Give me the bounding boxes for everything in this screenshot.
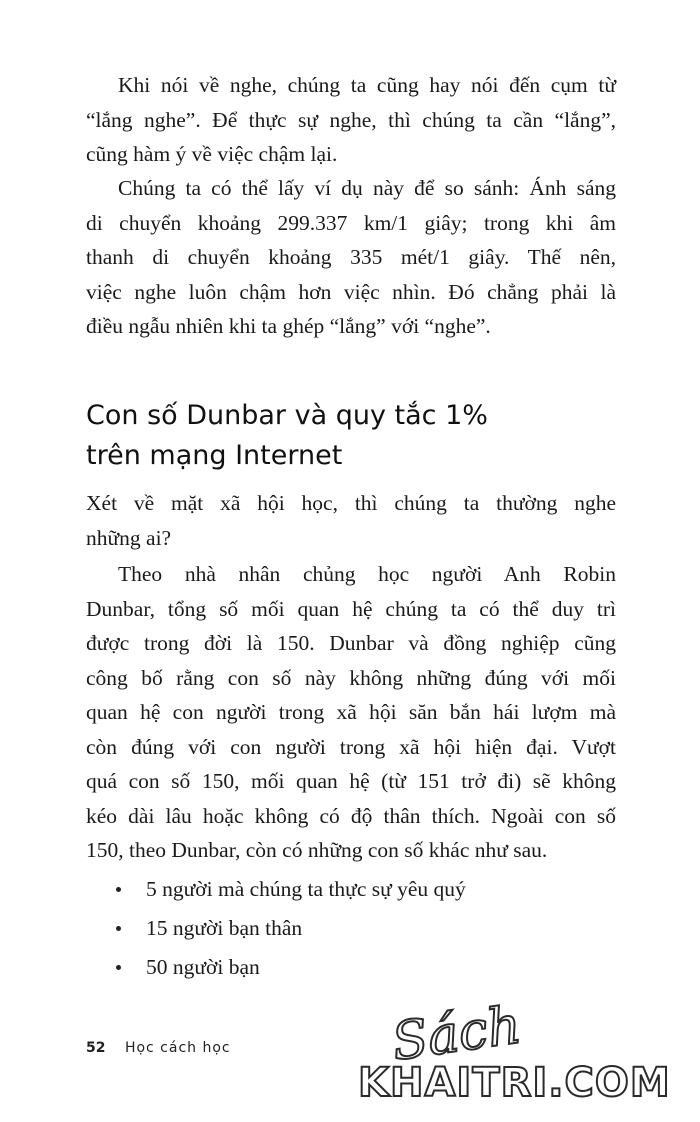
text-line: thanh di chuyển khoảng 335 mét/1 giây. Thế nên, xyxy=(86,245,616,269)
paragraph-dunbar xyxy=(86,557,616,868)
bullet-icon xyxy=(116,965,121,970)
list-item-text: 50 người bạn xyxy=(146,955,260,979)
text-line: được trong đời là 150. Dunbar và đồng nghiệp cũng xyxy=(86,631,616,655)
text-line: “lắng nghe”. Để thực sự nghe, thì chúng ta cần “lắng”, xyxy=(86,107,616,132)
list-item xyxy=(112,909,466,948)
paragraph-listening xyxy=(86,68,616,172)
text-line: Chúng ta có thể lấy ví dụ này để so sánh: Ánh sáng xyxy=(118,176,616,200)
text-line: kéo dài lâu hoặc không có độ thân thích. Ngoài con số xyxy=(86,803,616,828)
text-line: quá con số 150, mối quan hệ (từ 151 trở đi) sẽ không xyxy=(86,769,616,793)
text-line: Xét về mặt xã hội học, thì chúng ta thường nghe xyxy=(86,491,616,515)
page-number: 52 xyxy=(86,1040,106,1056)
paragraph-light-sound xyxy=(86,171,616,344)
text-line: cũng hàm ý về việc chậm lại. xyxy=(86,142,338,166)
watermark-script: Sách xyxy=(388,995,525,1073)
text-line: Dunbar, tổng số mối quan hệ chúng ta có thể duy trì xyxy=(86,596,616,621)
text-line: Khi nói về nghe, chúng ta cũng hay nói đến cụm từ xyxy=(118,73,616,97)
text-line: còn đúng với con người trong xã hội hiện đại. Vượt xyxy=(86,734,616,759)
watermark-logo xyxy=(358,995,690,1114)
paragraph-sociology xyxy=(86,486,616,555)
list-item xyxy=(112,948,466,987)
watermark-text: KHAITRI.COM xyxy=(358,1060,671,1106)
text-line: việc nghe luôn chậm hơn việc nhìn. Đó chẳng phải là xyxy=(86,279,616,304)
list-item xyxy=(112,870,466,909)
text-line: quan hệ con người trong xã hội săn bắn hái lượm mà xyxy=(86,700,616,724)
heading-line: Con số Dunbar và quy tắc 1% xyxy=(86,400,488,431)
text-line: điều ngẫu nhiên khi ta ghép “lắng” với “nghe”. xyxy=(86,314,491,338)
text-line: 150, theo Dunbar, còn có những con số khác như sau. xyxy=(86,838,548,862)
list-item-text: 15 người bạn thân xyxy=(146,916,303,940)
section-heading xyxy=(86,396,626,476)
heading-line: trên mạng Internet xyxy=(86,440,343,471)
text-line: công bố rằng con số này không những đúng với mối xyxy=(86,665,616,690)
bullet-icon xyxy=(116,887,121,892)
page-footer xyxy=(86,1040,231,1056)
text-line: những ai? xyxy=(86,525,172,550)
list-item-text: 5 người mà chúng ta thực sự yêu quý xyxy=(146,877,466,901)
bullet-list xyxy=(112,870,466,987)
text-line: di chuyển khoảng 299.337 km/1 giây; trong khi âm xyxy=(86,210,616,235)
bullet-icon xyxy=(116,926,121,931)
book-title: Học cách học xyxy=(124,1040,231,1056)
text-line: Theo nhà nhân chủng học người Anh Robin xyxy=(118,562,616,586)
